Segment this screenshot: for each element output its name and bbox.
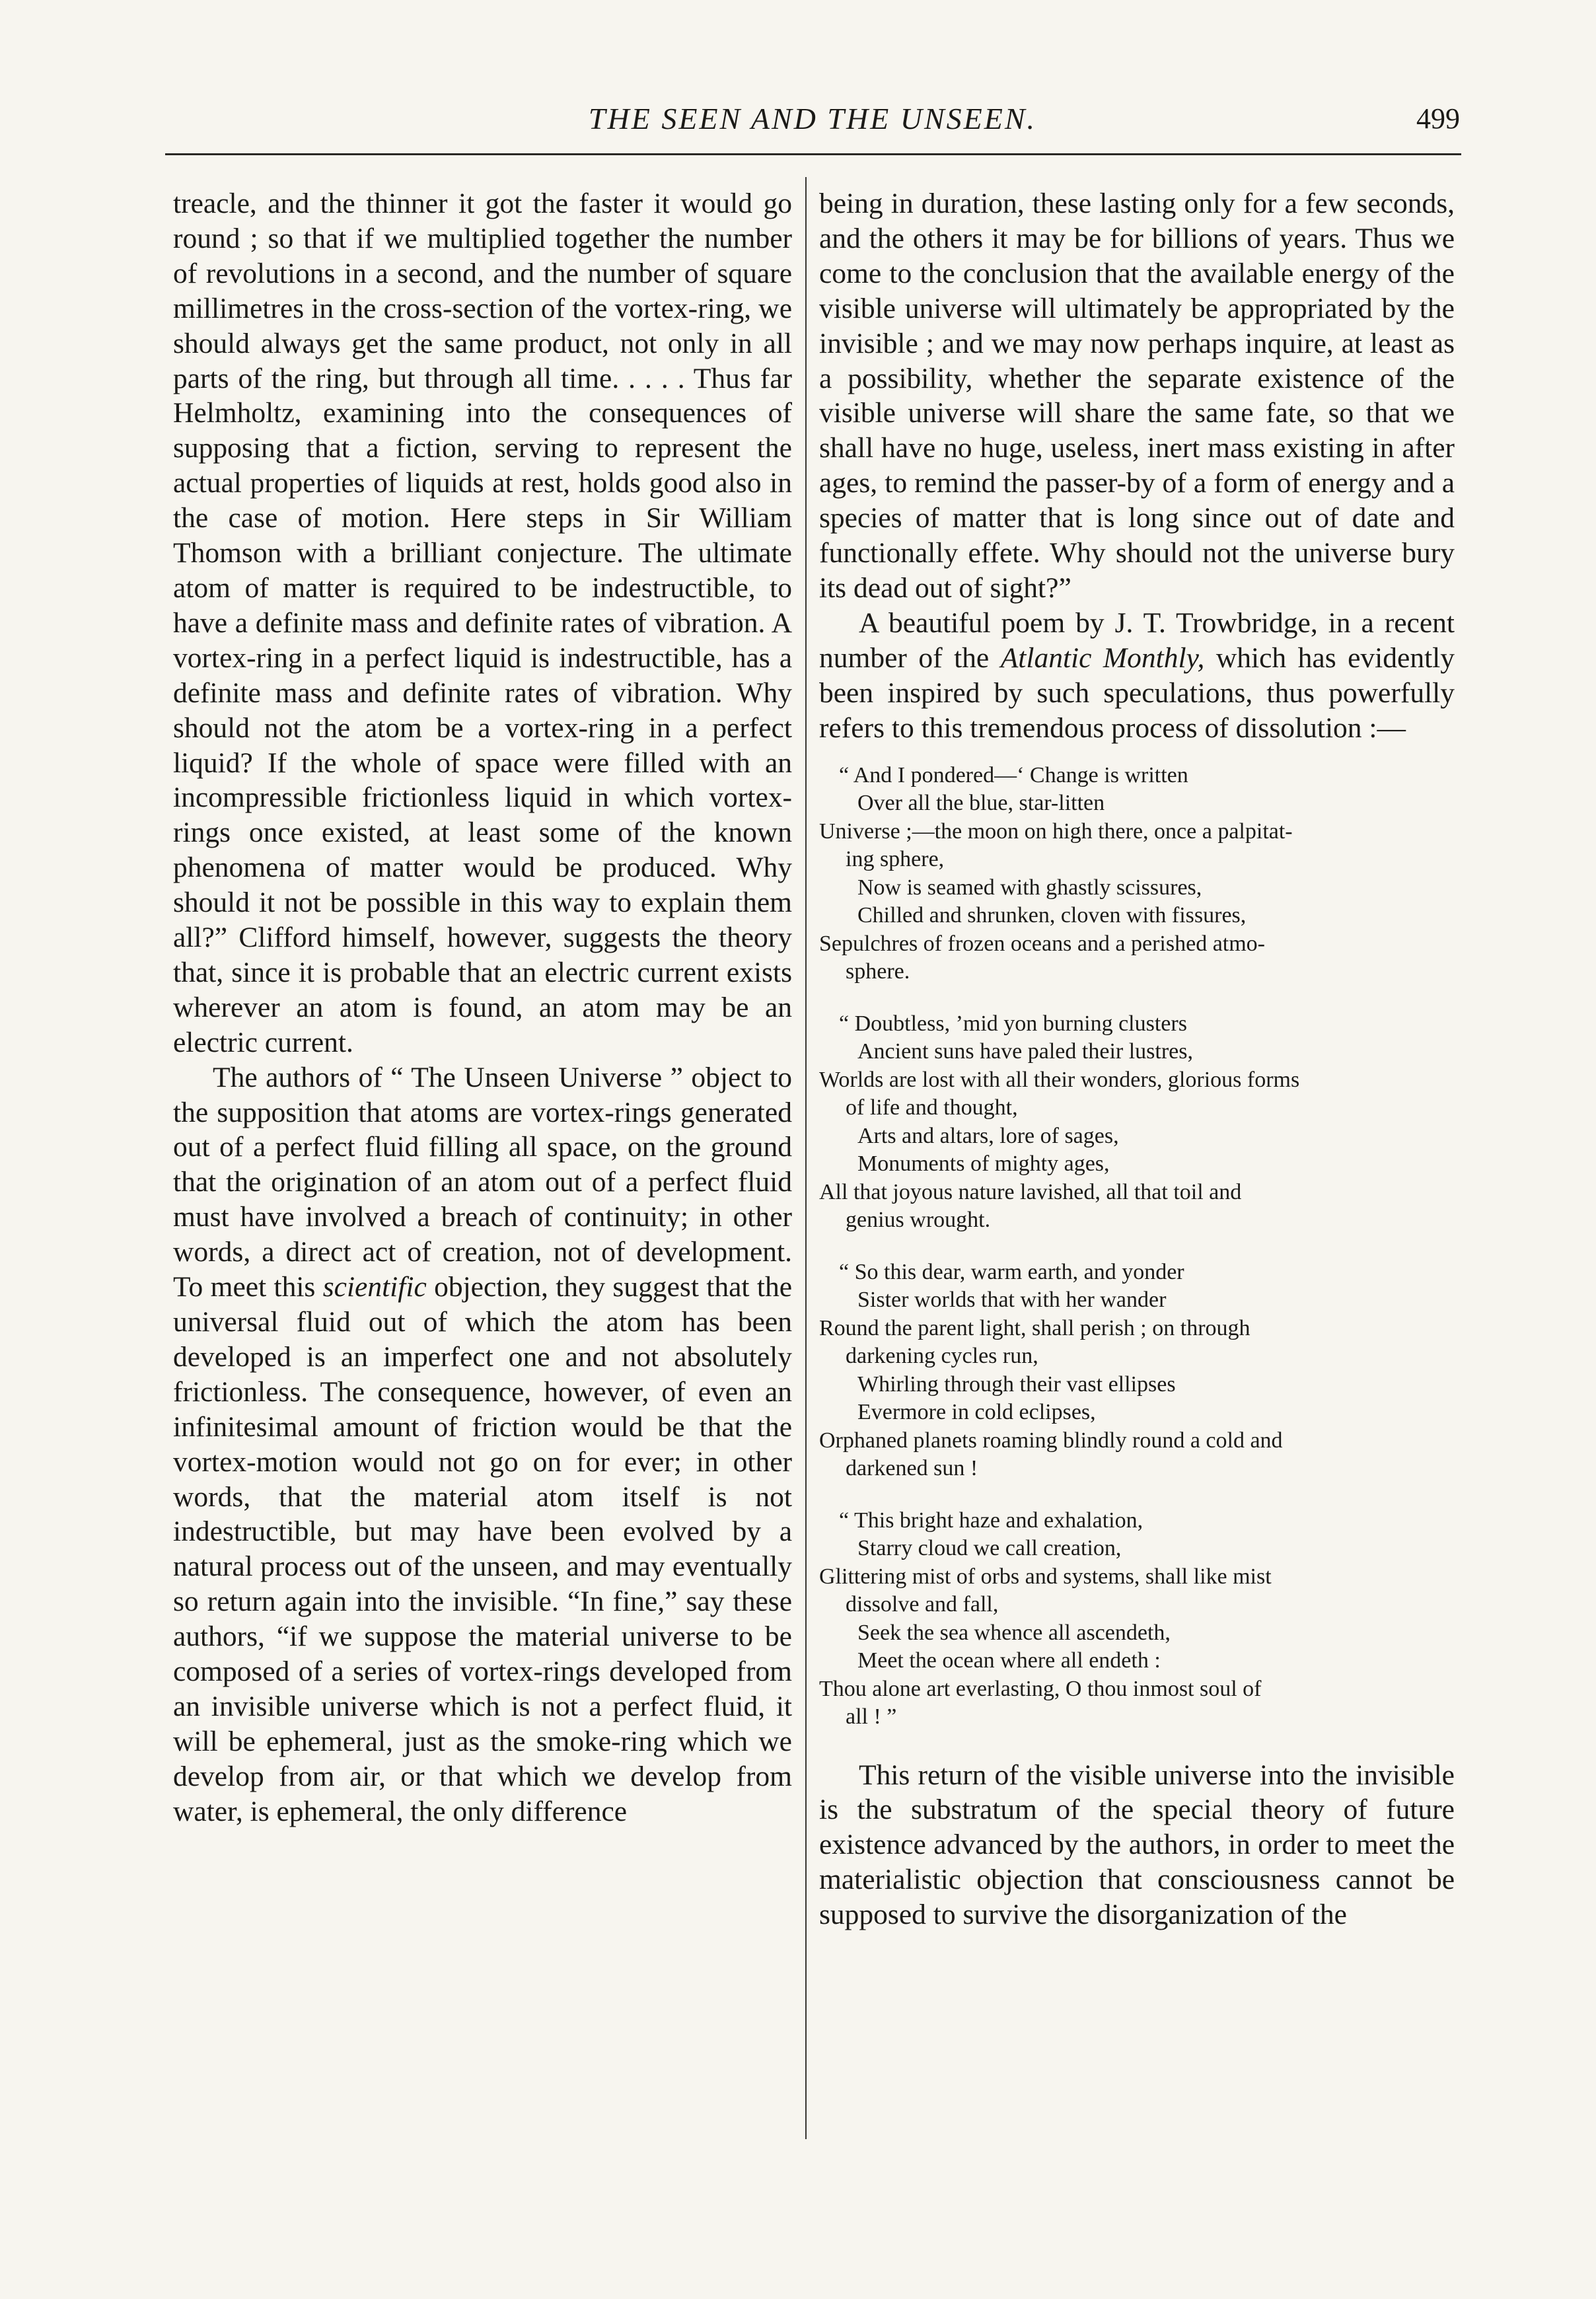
- poem-line: Round the parent light, shall perish ; on through: [819, 1315, 1251, 1340]
- left-paragraph-2-italic: scientific: [322, 1271, 427, 1303]
- right-paragraph-1: being in duration, these lasting only for a few seconds, and the others it may be for billions of years. Thus we come to the conclusion that the available energy of the visible universe will ultimately be appropriated by the invisible ; and we may now perhaps inquire, at least as a possibility, whether the separate existence of the visible universe will share the same fate, so that we shall have no huge, useless, inert mass existing in after ages, to remind the passer-by of a form of energy and a species of matter that is long since out of date and functionally effete. Why should not the universe bury its dead out of sight?”: [819, 188, 1455, 604]
- poem-stanza-1: [819, 762, 1455, 986]
- left-column: [173, 186, 792, 1829]
- poem-line: Sister worlds that with her wander: [857, 1288, 1167, 1312]
- poem-line: Now is seamed with ghastly scissures,: [857, 875, 1202, 900]
- poem-stanza-3: [819, 1259, 1455, 1483]
- poem-line: Chilled and shrunken, cloven with fissures,: [857, 903, 1247, 928]
- poem-line: “ Doubtless, ’mid yon burning clusters: [839, 1011, 1187, 1036]
- poem-line: Worlds are lost with all their wonders, glorious forms: [819, 1067, 1300, 1092]
- poem-line: ing sphere,: [846, 847, 945, 871]
- poem-line: Meet the ocean where all endeth :: [857, 1648, 1161, 1673]
- right-paragraph-2-italic: Atlantic Monthly,: [1000, 641, 1205, 674]
- poem-line: Monuments of mighty ages,: [857, 1151, 1110, 1176]
- poem-stanza-4: [819, 1507, 1455, 1732]
- column-divider: [805, 177, 807, 2139]
- poem-line: Universe ;—the moon on high there, once a palpitat-: [819, 819, 1293, 844]
- poem-line: darkened sun !: [846, 1456, 978, 1480]
- left-paragraph-2: [173, 1060, 792, 1829]
- poem-line: Sepulchres of frozen oceans and a perished atmo-: [819, 931, 1266, 956]
- poem-line: Orphaned planets roaming blindly round a cold and: [819, 1428, 1283, 1453]
- right-column: [819, 186, 1455, 1932]
- poem-line: Over all the blue, star-litten: [857, 791, 1105, 815]
- page-number: 499: [1416, 102, 1460, 135]
- poem-line: of life and thought,: [846, 1095, 1018, 1120]
- poem-line: Whirling through their vast ellipses: [857, 1371, 1176, 1397]
- poem-line: Thou alone art everlasting, O thou inmost soul of: [819, 1676, 1262, 1701]
- poem-line: Starry cloud we call creation,: [857, 1536, 1122, 1560]
- right-paragraph-2-text-b: which has evidently been inspired by such speculations, thus powerfully refers to this tremendous process of dissolution :—: [819, 641, 1455, 744]
- poem-line: darkening cycles run,: [846, 1344, 1038, 1368]
- left-paragraph-2-text-a: The authors of “ The Unseen Universe ” object to the supposition that atoms are vortex-rings generated out of a perfect fluid filling all space, on the ground that the origination of an atom out of a perfect fluid must have involved a breach of continuity; in other words, a direct act of creation, not of development. To meet this: [173, 1061, 792, 1303]
- poem-stanza-2: [819, 1010, 1455, 1235]
- poem-line: genius wrought.: [846, 1208, 991, 1232]
- right-paragraph-3: This return of the visible universe into the invisible is the substratum of the special theory of future existence advanced by the authors, in order to meet the materialistic objection that consciousness cannot be supposed to survive the disorganization of the: [819, 1759, 1455, 1931]
- poem-line: Arts and altars, lore of sages,: [857, 1123, 1119, 1148]
- poem-line: “ And I pondered—‘ Change is written: [839, 762, 1188, 787]
- left-paragraph-2-text-b: objection, they suggest that the universal fluid out of which the atom has been developed is an imperfect one and not absolutely frictionless. The consequence, however, of even an infinitesimal amount of friction would be that the vortex-motion would not go on for ever; in other words, that the material atom itself is not indestructible, but may have been evolved by a natural process out of the unseen, and may eventually so return again into the invisible. “In fine,” say these authors, “if we suppose the material universe to be composed of a series of vortex-rings developed from an invisible universe which is not a perfect fluid, it will be ephemeral, just as the smoke-ring which we develop from air, or that which we develop from water, is ephemeral, the only difference: [173, 1271, 792, 1827]
- poem-line: dissolve and fall,: [846, 1592, 999, 1617]
- running-title: THE SEEN AND THE UNSEEN.: [588, 102, 1037, 135]
- header-rule: [165, 153, 1461, 155]
- poem-line: “ So this dear, warm earth, and yonder: [839, 1259, 1184, 1284]
- poem-line: Seek the sea whence all ascendeth,: [857, 1620, 1171, 1645]
- page-header: [165, 99, 1460, 145]
- right-paragraph-2: [819, 606, 1455, 746]
- poem-line: Ancient suns have paled their lustres,: [857, 1039, 1193, 1064]
- poem-line: Evermore in cold eclipses,: [857, 1400, 1096, 1424]
- poem-line: Glittering mist of orbs and systems, shall like mist: [819, 1564, 1272, 1589]
- poem: [819, 762, 1455, 1732]
- left-paragraph-1: treacle, and the thinner it got the faster it would go round ; so that if we multiplied together the number of revolutions in a second, and the number of square millimetres in the cross-section of the vortex-ring, we should always get the same product, not only in all parts of the ring, but through all time. . . . . Thus far Helmholtz, examining into the consequences of supposing that a fiction, serving to represent the actual properties of liquids at rest, holds good also in the case of motion. Here steps in Sir William Thomson with a brilliant conjecture. The ultimate atom of matter is required to be indestructible, to have a definite mass and definite rates of vibration. A vortex-ring in a perfect liquid is indestructible, has a definite mass and definite rates of vibration. Why should not the atom be a vortex-ring in a perfect liquid? If the whole of space were filled with an incompressible frictionless liquid in which vortex-rings once existed, at least some of the known phenomena of matter would be produced. Why should it not be possible in this way to explain them all?” Clifford himself, however, suggests the theory that, since it is probable that an electric current exists wherever an atom is found, an atom may be an electric current.: [173, 188, 792, 1058]
- right-paragraph-2-text-a: A beautiful poem by J. T. Trowbridge, in a recent number of the: [819, 606, 1455, 674]
- poem-line: “ This bright haze and exhalation,: [839, 1508, 1143, 1533]
- poem-line: All that joyous nature lavished, all that toil and: [819, 1179, 1242, 1204]
- poem-line: all ! ”: [846, 1704, 897, 1729]
- poem-line: sphere.: [846, 959, 910, 984]
